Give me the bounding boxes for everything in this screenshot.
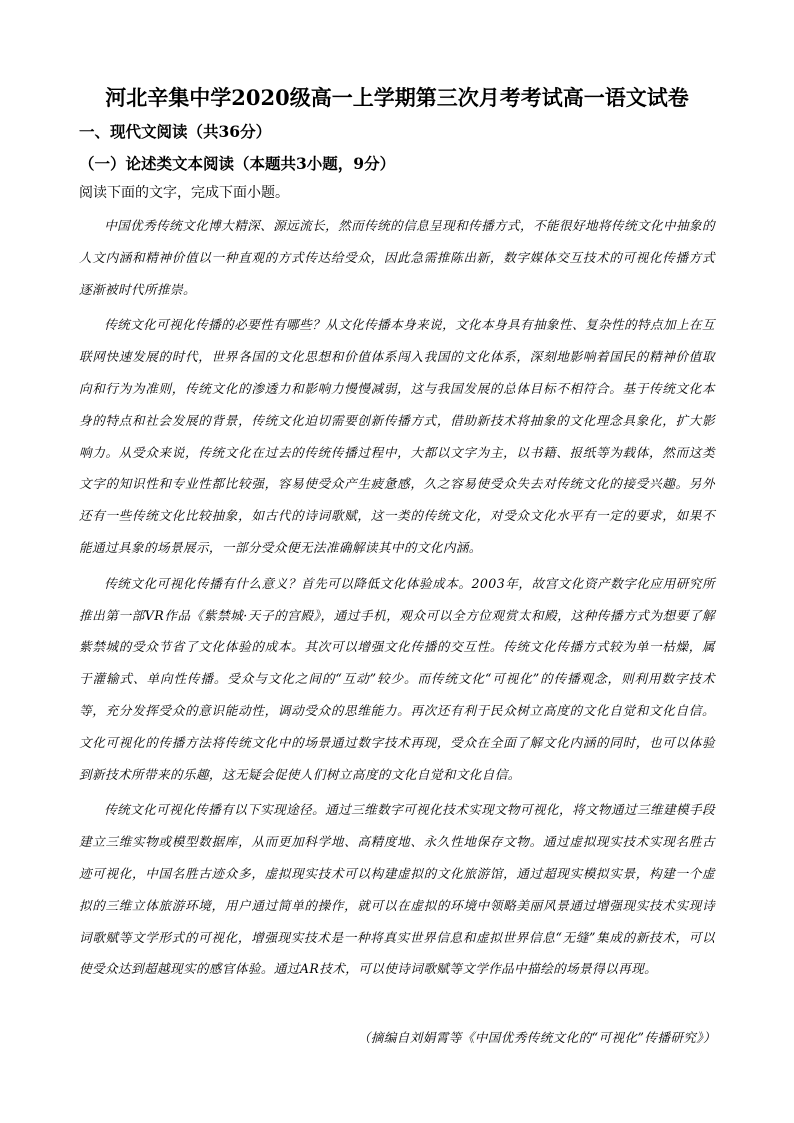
passage-paragraph: 传统文化可视化传播有以下实现途径。通过三维数字可视化技术实现文物可视化，将文物通过三维建模手段建立三维实物或模型数据库，从而更加科学地、高精度地、永久性地保存文物。通过虚拟现实技术实现名胜古迹可视化，中国名胜古迹众多，虚拟现实技术可以构建虚拟的文化旅游馆，通过超现实模拟实景，构建一个虚拟的三维立体旅游环境，用户通过简单的操作，就可以在虚拟的环境中领略美丽风景通过增强现实技术实现诗词歌赋等文学形式的可视化，增强现实技术是一种将真实世界信息和虚拟世界信息“无缝”集成的新技术，可以使受众达到超越现实的感官体验。通过AR技术，可以使诗词歌赋等文学作品中描绘的场景得以再现。: [79, 802, 715, 977]
passage-paragraph: 传统文化可视化传播的必要性有哪些？从文化传播本身来说，文化本身具有抽象性、复杂性的特点加上在互联网快速发展的时代，世界各国的文化思想和价值体系闯入我国的文化体系，深刻地影响着国民的精神价值取向和行为为准则，传统文化的渗透力和影响力慢慢减弱，这与我国发展的总体目标不相符合。基于传统文化本身的特点和社会发展的背景，传统文化迫切需要创新传播方式，借助新技术将抽象的文化理念具象化，扩大影响力。从受众来说，传统文化在过去的传统传播过程中，大都以文字为主，以书籍、报纸等为载体，然而这类文字的知识性和专业性都比较强，容易使受众产生疲惫感，久之容易使受众失去对传统文化的接受兴趣。另外还有一些传统文化比较抽象，如古代的诗词歌赋，这一类的传统文化，对受众文化水平有一定的要求，如果不能通过具象的场景展示，一部分受众便无法准确解读其中的文化内涵。: [79, 317, 715, 555]
reading-instruction: 阅读下面的文字，完成下面小题。: [79, 185, 289, 201]
section-heading: 一、现代文阅读（共36分）: [79, 122, 272, 141]
exam-title: 河北辛集中学2020级高一上学期第三次月考考试高一语文试卷: [105, 85, 689, 110]
passage-source-citation: （摘编自刘娟霄等《中国优秀传统文化的“可视化”传播研究》）: [357, 1030, 716, 1045]
passage-body: [79, 210, 715, 985]
passage-paragraph: 中国优秀传统文化博大精深、源远流长，然而传统的信息呈现和传播方式，不能很好地将传统文化中抽象的人文内涵和精神价值以一种直观的方式传达给受众，因此急需推陈出新，数字媒体交互技术的可视化传播方式逐渐被时代所推崇。: [79, 218, 715, 297]
passage-paragraph: 传统文化可视化传播有什么意义？首先可以降低文化体验成本。2003年，故宫文化资产数字化应用研究所推出第一部VR作品《紫禁城·天子的宫殿》，通过手机，观众可以全方位观赏太和殿，这种传播方式为想要了解紫禁城的受众节省了文化体验的成本。其次可以增强文化传播的交互性。传统文化传播方式较为单一枯燥，属于灌输式、单向性传播。受众与文化之间的“互动”较少。而传统文化“可视化”的传播观念，则利用数字技术等，充分发挥受众的意识能动性，调动受众的思维能力。再次还有利于民众树立高度的文化自觉和文化自信。文化可视化的传播方法将传统文化中的场景通过数字技术再现，受众在全面了解文化内涵的同时，也可以体验到新技术所带来的乐趣，这无疑会促使人们树立高度的文化自觉和文化自信。: [79, 575, 715, 782]
subsection-heading: （一）论述类文本阅读（本题共3小题，9分）: [79, 154, 396, 173]
